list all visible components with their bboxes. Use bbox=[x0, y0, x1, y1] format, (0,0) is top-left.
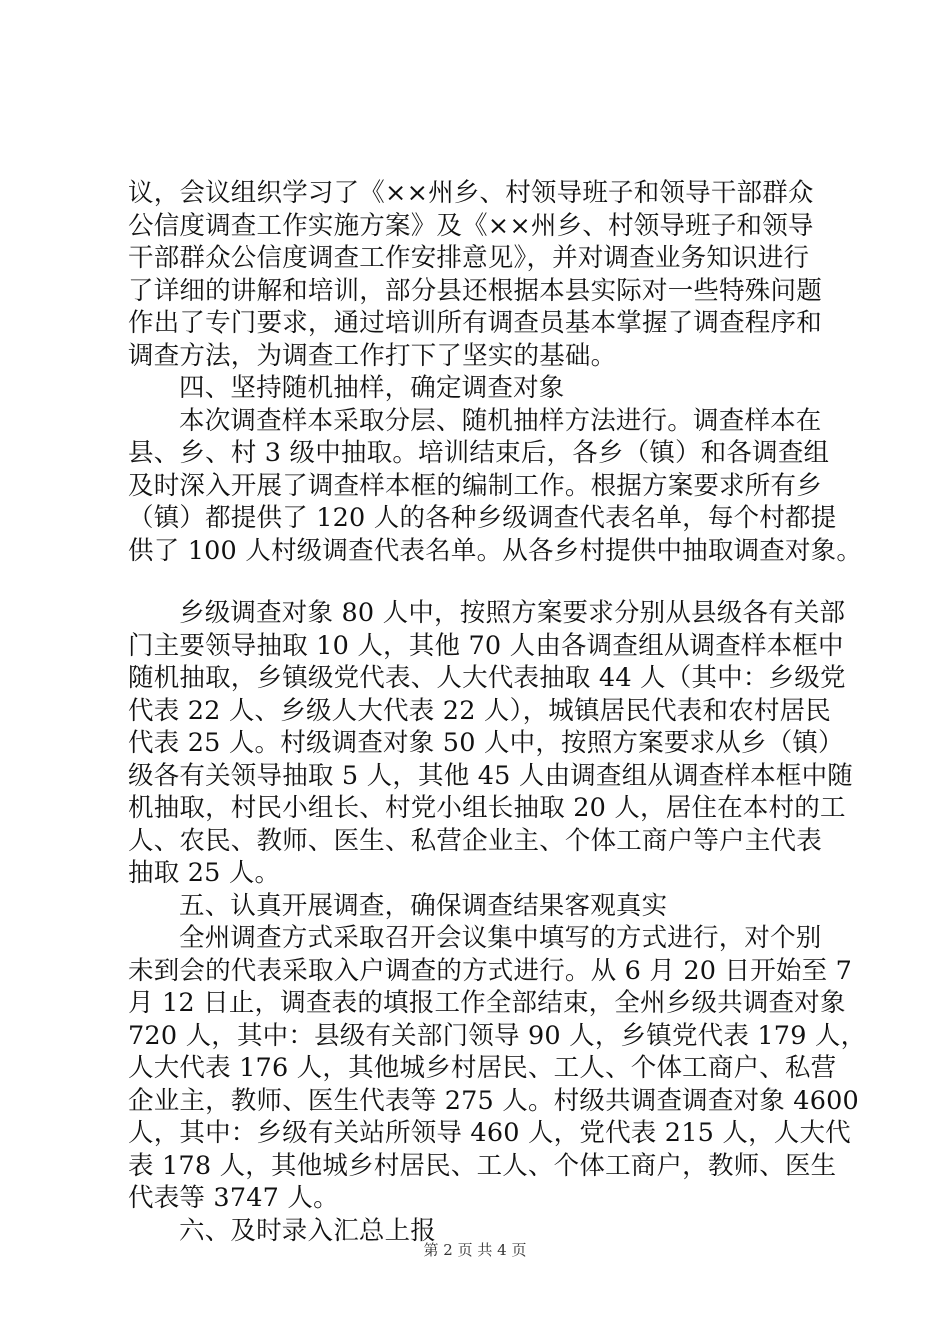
text-line: 抽取 25 人。 bbox=[128, 858, 281, 888]
document-body bbox=[128, 177, 867, 1247]
section-heading-6: 六、及时录入汇总上报 bbox=[179, 1215, 437, 1246]
text-line: 干部群众公信度调查工作安排意见》，并对调查业务知识进行 bbox=[128, 243, 810, 273]
text-line: 月 12 日止，调查表的填报工作全部结束，全州乡级共调查对象 bbox=[128, 988, 846, 1018]
text-line: 及时深入开展了调查样本框的编制工作。根据方案要求所有乡 bbox=[128, 470, 822, 501]
text-line: 本次调查样本采取分层、随机抽样方法进行。调查样本在 bbox=[179, 405, 822, 436]
text-line: 随机抽取，乡镇级党代表、人大代表抽取 44 人（其中：乡级党 bbox=[128, 663, 846, 693]
text-line: 供了 100 人村级调查代表名单。从各乡村提供中抽取调查对象。 bbox=[128, 535, 863, 566]
text-line: 全州调查方式采取召开会议集中填写的方式进行，对个别 bbox=[179, 923, 822, 953]
text-line: 调查方法，为调查工作打下了坚实的基础。 bbox=[128, 340, 617, 371]
text-line: 乡级调查对象 80 人中，按照方案要求分别从县级各有关部 bbox=[179, 598, 846, 628]
text-line: 作出了专门要求，通过培训所有调查员基本掌握了调查程序和 bbox=[128, 308, 822, 338]
text-line: 人、农民、教师、医生、私营企业主、个体工商户等户主代表 bbox=[128, 825, 822, 856]
page-number-footer: 第 2 页 共 4 页 bbox=[423, 1241, 527, 1259]
text-line: 代表等 3747 人。 bbox=[128, 1183, 339, 1213]
text-line: 公信度调查工作实施方案》及《××州乡、村领导班子和领导 bbox=[128, 210, 814, 241]
text-line: 720 人，其中：县级有关部门领导 90 人，乡镇党代表 179 人， bbox=[128, 1020, 867, 1051]
section-heading-5: 五、认真开展调查，确保调查结果客观真实 bbox=[179, 890, 668, 921]
section-heading-4: 四、坚持随机抽样，确定调查对象 bbox=[179, 373, 565, 403]
text-line: 人，其中：乡级有关站所领导 460 人，党代表 215 人，人大代 bbox=[128, 1118, 851, 1148]
text-line: 未到会的代表采取入户调查的方式进行。从 6 月 20 日开始至 7 bbox=[128, 955, 853, 986]
text-line: 议，会议组织学习了《××州乡、村领导班子和领导干部群众 bbox=[128, 178, 814, 208]
text-line: 代表 25 人。村级调查对象 50 人中，按照方案要求从乡（镇） bbox=[128, 728, 844, 758]
text-line: （镇）都提供了 120 人的各种乡级调查代表名单，每个村都提 bbox=[128, 503, 837, 533]
text-line: 了详细的讲解和培训，部分县还根据本县实际对一些特殊问题 bbox=[128, 275, 822, 306]
text-line: 机抽取，村民小组长、村党小组长抽取 20 人，居住在本村的工 bbox=[128, 793, 846, 823]
text-line: 县、乡、村 3 级中抽取。培训结束后，各乡（镇）和各调查组 bbox=[128, 438, 830, 468]
text-line: 表 178 人，其他城乡村居民、工人、个体工商户，教师、医生 bbox=[128, 1150, 837, 1181]
text-line: 代表 22 人、乡级人大代表 22 人），城镇居民代表和农村居民 bbox=[128, 695, 831, 726]
text-line: 人大代表 176 人，其他城乡村居民、工人、个体工商户、私营 bbox=[128, 1053, 837, 1083]
text-line: 企业主，教师、医生代表等 275 人。村级共调查调查对象 4600 bbox=[128, 1085, 859, 1116]
text-line: 级各有关领导抽取 5 人，其他 45 人由调查组从调查样本框中随 bbox=[128, 760, 853, 791]
paragraph-gap bbox=[128, 567, 840, 597]
text-line: 门主要领导抽取 10 人，其他 70 人由各调查组从调查样本框中 bbox=[128, 630, 844, 661]
